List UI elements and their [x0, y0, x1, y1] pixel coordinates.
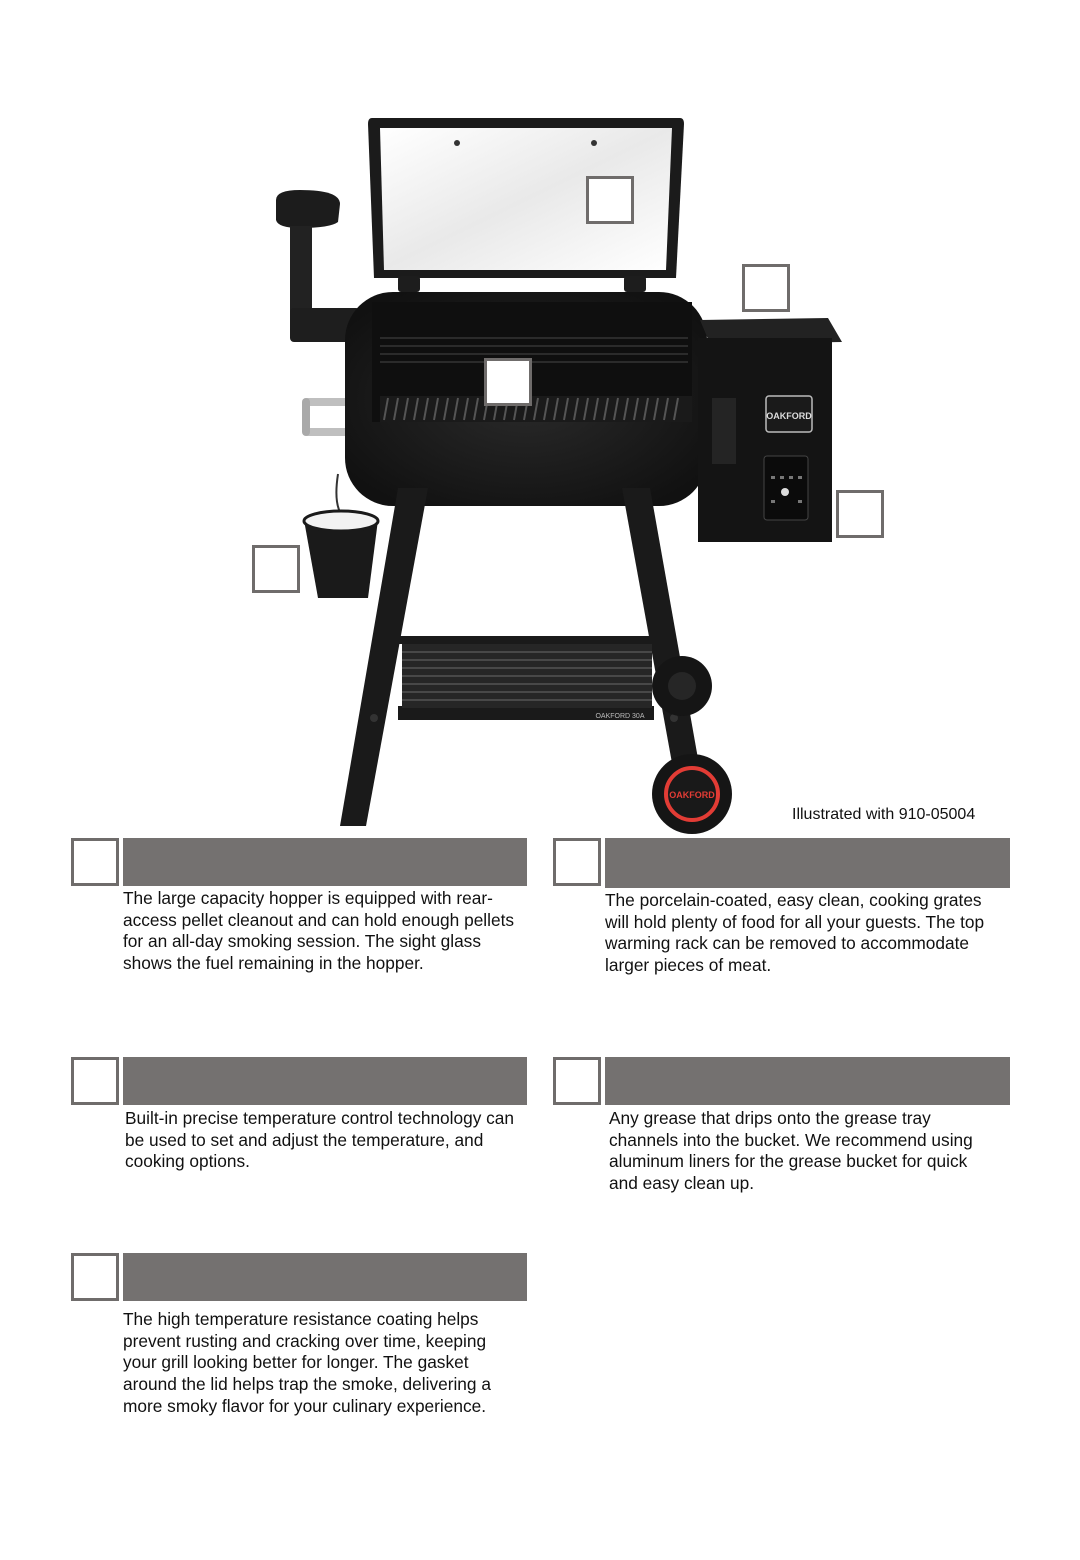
smokestack — [276, 190, 360, 342]
open-lid — [368, 118, 684, 292]
feature-number-box — [71, 1057, 119, 1105]
feature-number-box — [71, 838, 119, 886]
feature-title-bar — [123, 838, 527, 886]
wheel-logo-text: OAKFORD — [669, 790, 715, 800]
rack-label-text: OAKFORD 30A — [595, 713, 645, 720]
callout-box-hopper — [742, 264, 790, 312]
callout-box-controller — [836, 490, 884, 538]
illustration-caption: Illustrated with 910-05004 — [792, 806, 976, 823]
feature-description: Any grease that drips onto the grease tray channels into the bucket. We recommend using aluminum liners for the grease bucket for quick and easy clean up. — [609, 1108, 973, 1194]
feature-title-bar — [605, 838, 1010, 888]
callout-box-lid — [586, 176, 634, 224]
feature-title-bar — [123, 1057, 527, 1105]
feature-title-bar — [605, 1057, 1010, 1105]
bottom-shelf — [370, 636, 678, 722]
hopper-logo-text: OAKFORD — [766, 411, 812, 421]
side-handle — [302, 398, 350, 436]
feature-title-bar — [123, 1253, 527, 1301]
feature-number-box — [553, 1057, 601, 1105]
feature-number-box — [553, 838, 601, 886]
feature-description: Built-in precise temperature control technology can be used to set and adjust the temperature, and cooking options. — [125, 1108, 515, 1172]
feature-description: The large capacity hopper is equipped with rear-access pellet cleanout and can hold enough pellets for an all-day smoking session. The sight glass shows the fuel remaining in the hopper. — [123, 888, 515, 974]
pellet-hopper — [698, 318, 842, 542]
feature-number-box — [71, 1253, 119, 1301]
feature-description: The porcelain-coated, easy clean, cooking grates will hold plenty of food for all your guests. The top warming rack can be removed to accommodate larger pieces of meat. — [605, 890, 985, 976]
feature-description: The high temperature resistance coating helps prevent rusting and cracking over time, keeping your grill looking better for longer. The gasket around the lid helps trap the smoke, delivering a more smoky flavor for your culinary experience. — [123, 1309, 491, 1416]
callout-box-bucket — [252, 545, 300, 593]
callout-box-grates — [484, 358, 532, 406]
